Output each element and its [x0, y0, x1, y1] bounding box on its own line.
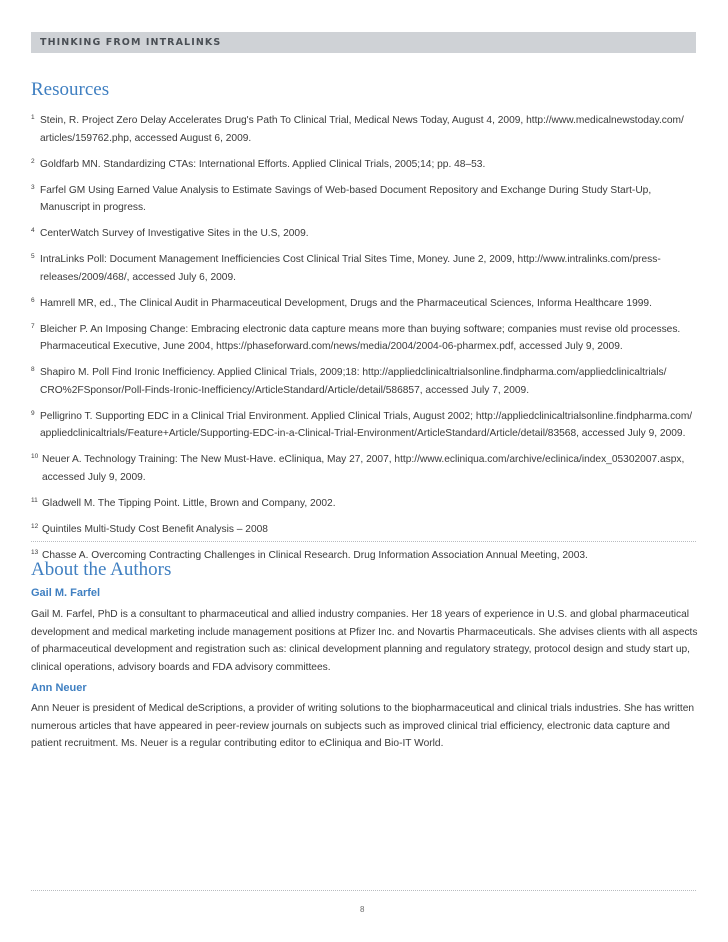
reference-item	[31, 521, 696, 539]
footer-divider	[31, 890, 696, 891]
author-bio: Gail M. Farfel, PhD is a consultant to pharmaceutical and allied industry companies. Her 18 years of experience in U.S. and global pharmaceutical development and medical marketing include management positions at Pfizer Inc. and Novartis Pharmaceuticals. She advises clients with all aspects of pharmaceutical development and registration such as: clinical development planning and regulatory strategy, protocol design and study start up, clinical operations, advisory boards and FDA advisory committees.	[31, 609, 698, 673]
header-label: THINKING FROM INTRALINKS	[40, 37, 222, 48]
reference-item	[31, 182, 696, 217]
reference-text: IntraLinks Poll: Document Management Inefficiencies Cost Clinical Trial Sites Time, Money. June 2, 2009, http://www.intralinks.com/press- releases/2009/468/, accessed July 6, 2009.	[40, 254, 661, 283]
section-divider	[31, 541, 696, 542]
reference-text: Farfel GM Using Earned Value Analysis to Estimate Savings of Web-based Document Repository and Exchange During Study Start-Up, Manuscript in progress.	[40, 184, 652, 213]
reference-item	[31, 321, 696, 356]
author-bio: Ann Neuer is president of Medical deScriptions, a provider of writing solutions to the biopharmaceutical and clinical trials industries. She has written numerous articles that have appeared in peer-review journals on subjects such as improved clinical trial efficiency, electronic data capture and patient recruitment. Ms. Neuer is a regular contributing editor to eCliniqua and Bio-IT World.	[31, 703, 695, 749]
reference-text: Shapiro M. Poll Find Ironic Inefficiency. Applied Clinical Trials, 2009;18: http://appliedclinicaltrialsonline.findpharma.com/appliedclinicaltrials/ CRO%2FSponsor/Poll-Finds-Ironic-Inefficiency/ArticleStandard/Article/detail/586857, accessed July 7, 2009.	[40, 367, 667, 396]
reference-number: 8	[31, 366, 35, 373]
reference-item	[31, 225, 696, 243]
reference-text: Gladwell M. The Tipping Point. Little, Brown and Company, 2002.	[42, 497, 336, 509]
reference-number: 12	[31, 522, 39, 530]
reference-number: 6	[31, 296, 35, 304]
reference-item	[31, 295, 696, 313]
reference-text: Goldfarb MN. Standardizing CTAs: International Efforts. Applied Clinical Trials, 2005;14; pp. 48–53.	[40, 158, 486, 170]
reference-number: 10	[31, 453, 39, 460]
reference-number: 3	[31, 183, 35, 191]
reference-text: Pelligrino T. Supporting EDC in a Clinical Trial Environment. Applied Clinical Trials, August 2002; http://appliedclinicaltrialsonline.findpharma.com/ appliedclinicaltrials/Feature+Article/Supporting-EDC-in-a-Clinical-Trial-Environment/ArticleStandard/Article/detail/83568, accessed July 9, 2009.	[40, 410, 693, 439]
reference-text: Bleicher P. An Imposing Change: Embracing electronic data capture means more than buying software; companies must revise old processes. Pharmaceutical Executive, June 2004, https://phaseforward.com/news/media/2004/2004-06-pharmex.pdf, accessed July 9, 2009.	[40, 323, 681, 352]
reference-list	[31, 112, 696, 573]
resources-title: Resources	[31, 79, 110, 100]
reference-text: Chasse A. Overcoming Contracting Challenges in Clinical Research. Drug Information Association Annual Meeting, 2003.	[42, 549, 588, 561]
header-band	[31, 32, 696, 53]
reference-item	[31, 364, 696, 399]
reference-number: 13	[31, 548, 39, 556]
reference-item	[31, 251, 696, 286]
reference-item	[31, 408, 696, 443]
author-name: Ann Neuer	[31, 682, 87, 694]
reference-number: 11	[31, 496, 38, 504]
reference-text: Quintiles Multi-Study Cost Benefit Analysis – 2008	[42, 523, 268, 535]
reference-item	[31, 156, 696, 174]
reference-text: CenterWatch Survey of Investigative Sites in the U.S, 2009.	[40, 228, 309, 239]
author-name: Gail M. Farfel	[31, 587, 101, 599]
reference-number: 5	[31, 253, 35, 260]
reference-number: 4	[31, 227, 35, 234]
reference-text: Hamrell MR, ed., The Clinical Audit in Pharmaceutical Development, Drugs and the Pharmaceutical Sciences, Informa Healthcare 1999.	[40, 297, 652, 309]
reference-item	[31, 451, 696, 486]
reference-number: 9	[31, 409, 35, 417]
reference-number: 2	[31, 157, 35, 165]
authors-title: About the Authors	[31, 559, 172, 580]
reference-item	[31, 112, 696, 147]
reference-number: 1	[31, 114, 35, 121]
reference-text: Neuer A. Technology Training: The New Must-Have. eCliniqua, May 27, 2007, http://www.ecliniqua.com/archive/eclinica/index_05302007.aspx, accessed July 9, 2009.	[42, 454, 685, 483]
reference-item	[31, 495, 696, 513]
reference-text: Stein, R. Project Zero Delay Accelerates Drug's Path To Clinical Trial, Medical News Today, August 4, 2009, http://www.medicalnewstoday.com/ articles/159762.php, accessed August 6, 2009.	[40, 115, 684, 144]
page-number: 8	[360, 905, 365, 914]
reference-number: 7	[31, 322, 35, 330]
